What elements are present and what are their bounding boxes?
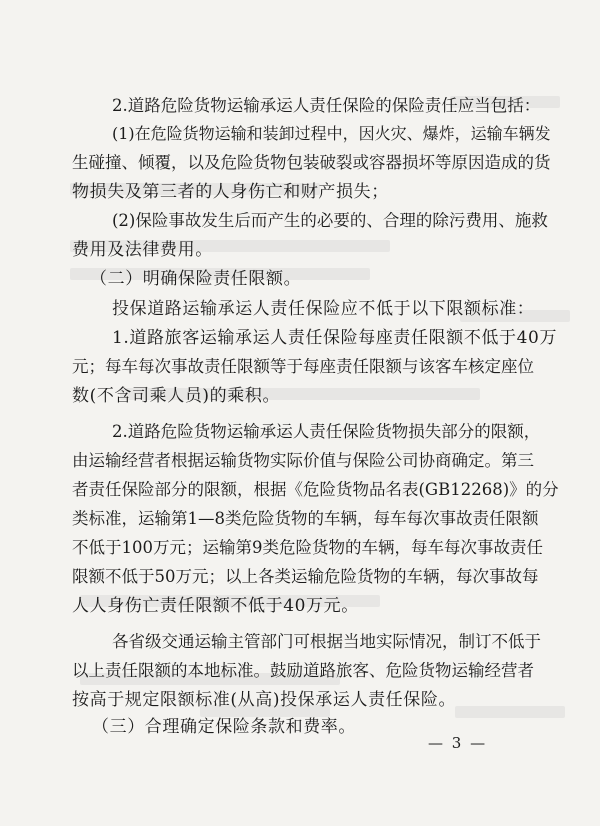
section-heading: （三）合理确定保险条款和费率。 [92, 717, 356, 737]
text-line: 类标准，运输第1—8类危险货物的车辆，每车每次事故责任限额 [72, 509, 539, 528]
text-line: (1)在危险货物运输和装卸过程中，因火灾、爆炸，运输车辆发 [112, 124, 551, 143]
text-line: 生碰撞、倾覆，以及危险货物包装破裂或容器损坏等原因造成的货 [72, 153, 551, 172]
text-line: (2)保险事故发生后而产生的必要的、合理的除污费用、施救 [112, 211, 548, 230]
text-line: 费用及法律费用。 [72, 240, 213, 260]
text-line: 以上责任限额的本地标准。鼓励道路旅客、危险货物运输经营者 [72, 661, 534, 680]
text-line: 人人身伤亡责任限额不低于40万元。 [72, 596, 359, 616]
text-line: 按高于规定限额标准(从高)投保承运人责任保险。 [72, 690, 457, 710]
text-line: 限额不低于50万元；以上各类运输危险货物的车辆，每次事故每 [72, 567, 539, 586]
text-line: 元；每车每次事故责任限额等于每座责任限额与该客车核定座位 [72, 357, 534, 376]
text-line: 由运输经营者根据运输货物实际价值与保险公司协商确定。第三 [72, 451, 534, 470]
text-line: 2.道路危险货物运输承运人责任保险货物损失部分的限额， [112, 422, 541, 441]
bleed-through-mark [455, 706, 565, 718]
text-line: 2.道路危险货物运输承运人责任保险的保险责任应当包括： [112, 96, 541, 115]
text-line: 数(不含司乘人员)的乘积。 [72, 386, 281, 406]
text-line: 不低于100万元；运输第9类危险货物的车辆，每车每次事故责任 [72, 538, 543, 557]
text-line: 投保道路运输承运人责任保险应不低于以下限额标准： [112, 299, 535, 319]
page-number: — 3 — [428, 734, 488, 752]
text-line: 者责任保险部分的限额，根据《危险货物品名表(GB12268)》的分 [72, 480, 559, 499]
text-line: 各省级交通运输主管部门可根据当地实际情况，制订不低于 [112, 632, 541, 651]
text-line: 物损失及第三者的人身伤亡和财产损失； [72, 182, 389, 202]
section-heading: （二）明确保险责任限额。 [90, 269, 302, 289]
text-line: 1.道路旅客运输承运人责任保险每座责任限额不低于40万 [112, 328, 558, 348]
